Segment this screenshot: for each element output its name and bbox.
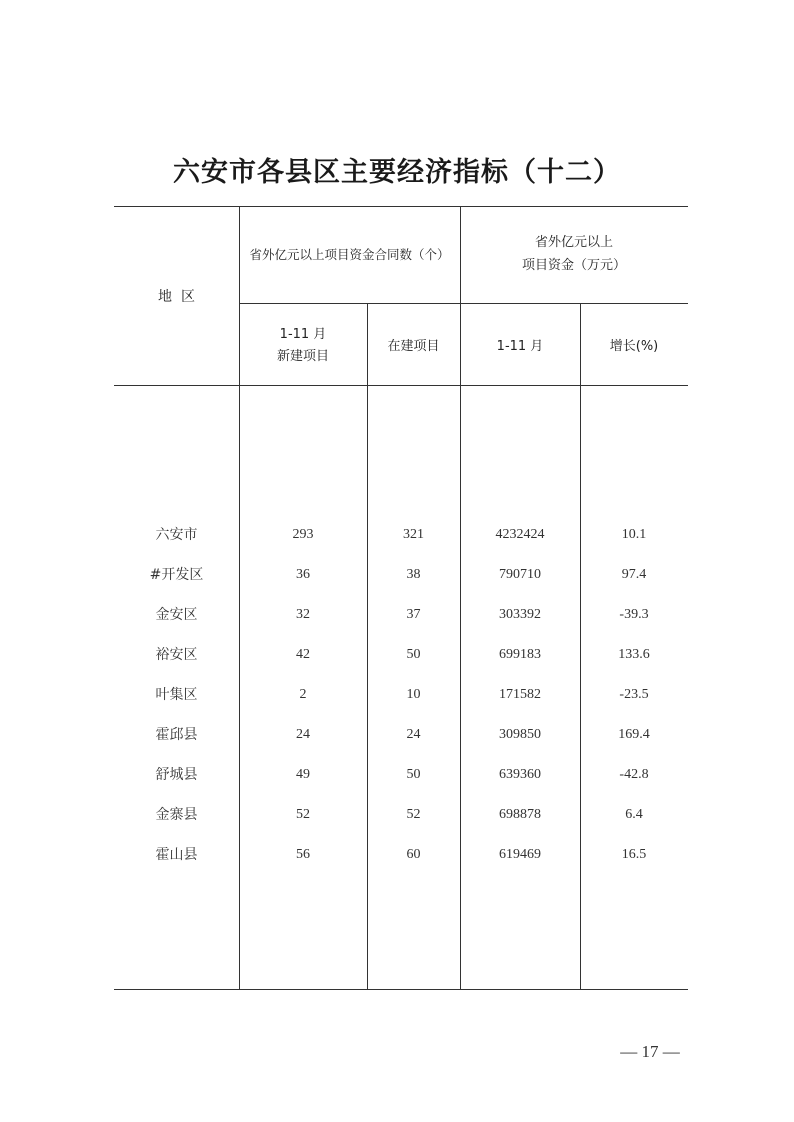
header-ongoing: 在建项目	[387, 339, 440, 354]
header-new-line1: 1-11 月	[279, 327, 327, 342]
cell-ongoing: 24	[406, 727, 421, 742]
cell-ongoing: 50	[406, 647, 421, 662]
cell-new: 2	[299, 687, 307, 702]
cell-region: 金寨县	[155, 807, 198, 823]
cell-ongoing: 10	[406, 687, 421, 702]
cell-region: #开发区	[149, 567, 204, 583]
table-bottom-rule	[114, 989, 688, 990]
header-growth: 增长(%)	[609, 339, 659, 354]
header-group-rule	[239, 303, 688, 304]
cell-funds: 4232424	[495, 527, 545, 542]
cell-growth: -42.8	[619, 767, 649, 782]
cell-ongoing: 321	[403, 527, 424, 542]
cell-growth: -23.5	[619, 687, 649, 702]
cell-ongoing: 52	[406, 807, 421, 822]
cell-new: 24	[296, 727, 310, 742]
cell-new: 56	[296, 847, 310, 862]
cell-new: 36	[296, 567, 310, 582]
cell-region: 霍山县	[155, 847, 198, 863]
cell-growth: 97.4	[621, 567, 647, 582]
cell-ongoing: 38	[406, 567, 421, 582]
header-new-line2: 新建项目	[276, 349, 329, 364]
cell-growth: 133.6	[618, 647, 650, 662]
cell-funds: 639360	[499, 767, 541, 782]
cell-new: 49	[296, 767, 310, 782]
cell-funds: 619469	[499, 847, 541, 862]
cell-funds: 790710	[499, 567, 541, 582]
cell-funds: 303392	[499, 607, 541, 622]
cell-growth: -39.3	[619, 607, 649, 622]
header-region: 地 区	[158, 289, 195, 305]
cell-funds: 699183	[499, 647, 541, 662]
cell-funds: 698878	[499, 807, 541, 822]
page-title: 六安市各县区主要经济指标（十二）	[173, 157, 621, 188]
cell-growth: 6.4	[625, 807, 643, 822]
cell-new: 42	[296, 647, 310, 662]
cell-region: 霍邱县	[155, 727, 198, 743]
cell-new: 52	[296, 807, 310, 822]
cell-new: 293	[292, 527, 314, 542]
cell-funds: 171582	[499, 687, 541, 702]
cell-growth: 16.5	[621, 847, 647, 862]
header-group-contracts: 省外亿元以上项目资金合同数（个）	[249, 247, 450, 262]
cell-ongoing: 60	[406, 847, 421, 862]
header-bottom-rule	[114, 385, 688, 386]
cell-growth: 10.1	[621, 527, 647, 542]
cell-region: 六安市	[155, 527, 198, 543]
cell-new: 32	[296, 607, 310, 622]
cell-growth: 169.4	[618, 727, 650, 742]
cell-ongoing: 37	[406, 607, 421, 622]
header-funds-month: 1-11 月	[496, 339, 544, 354]
cell-ongoing: 50	[406, 767, 421, 782]
cell-region: 叶集区	[155, 687, 198, 703]
cell-funds: 309850	[499, 727, 541, 742]
page-number: — 17 —	[620, 1042, 680, 1061]
cell-region: 金安区	[155, 607, 198, 623]
column-divider-3	[460, 206, 461, 990]
header-group-funds-line2: 项目资金（万元）	[521, 258, 626, 273]
cell-region: 舒城县	[155, 767, 198, 783]
header-group-funds-line1: 省外亿元以上	[534, 235, 613, 250]
table-top-rule	[114, 206, 688, 207]
cell-region: 裕安区	[155, 647, 198, 663]
